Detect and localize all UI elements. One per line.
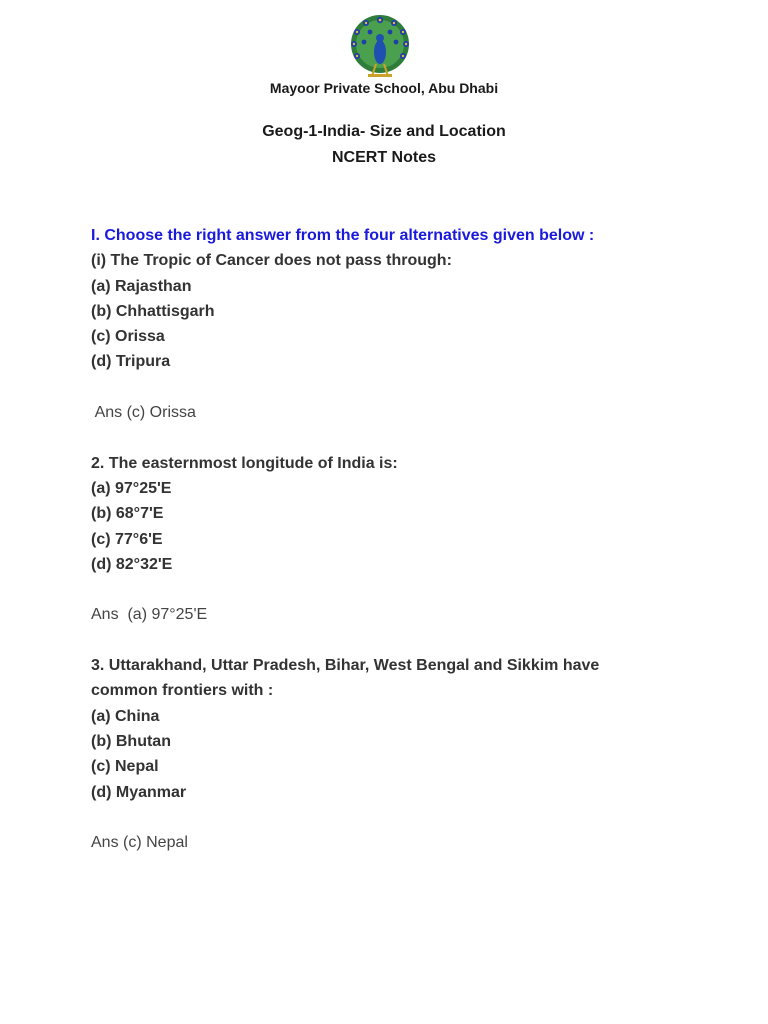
q2-option-a: (a) 97°25'E xyxy=(91,479,172,497)
q1-option-c: (c) Orissa xyxy=(91,328,165,346)
worksheet-content xyxy=(91,223,731,855)
question-3-line-1: 3. Uttarakhand, Uttar Pradesh, Bihar, West Bengal and Sikkim have xyxy=(91,657,600,675)
q1-option-b: (b) Chhattisgarh xyxy=(91,302,215,320)
q3-option-a: (a) China xyxy=(91,707,160,725)
document-subtitle: NCERT Notes xyxy=(331,149,436,166)
q2-option-c: (c) 77°6'E xyxy=(91,530,163,548)
q1-option-a: (a) Rajasthan xyxy=(91,277,192,295)
question-2: 2. The easternmost longitude of India is: xyxy=(91,454,398,472)
q3-option-d: (d) Myanmar xyxy=(91,783,187,801)
question-1: (i) The Tropic of Cancer does not pass through: xyxy=(91,252,452,270)
q3-option-b: (b) Bhutan xyxy=(91,732,171,750)
q1-option-d: (d) Tripura xyxy=(91,353,171,371)
document-title: Geog-1-India- Size and Location xyxy=(262,123,506,140)
q2-option-b: (b) 68°7'E xyxy=(91,505,164,523)
q3-answer: Ans (c) Nepal xyxy=(91,834,188,852)
q1-answer: Ans (c) Orissa xyxy=(91,404,196,422)
q2-option-d: (d) 82°32'E xyxy=(91,555,173,573)
q3-option-c: (c) Nepal xyxy=(91,758,159,776)
question-3-line-2: common frontiers with : xyxy=(91,682,274,700)
section-heading: I. Choose the right answer from the four alternatives given below : xyxy=(91,227,595,244)
peacock-logo-icon xyxy=(348,14,412,80)
school-name: Mayoor Private School, Abu Dhabi xyxy=(269,80,499,96)
q2-answer: Ans (a) 97°25'E xyxy=(91,606,208,624)
